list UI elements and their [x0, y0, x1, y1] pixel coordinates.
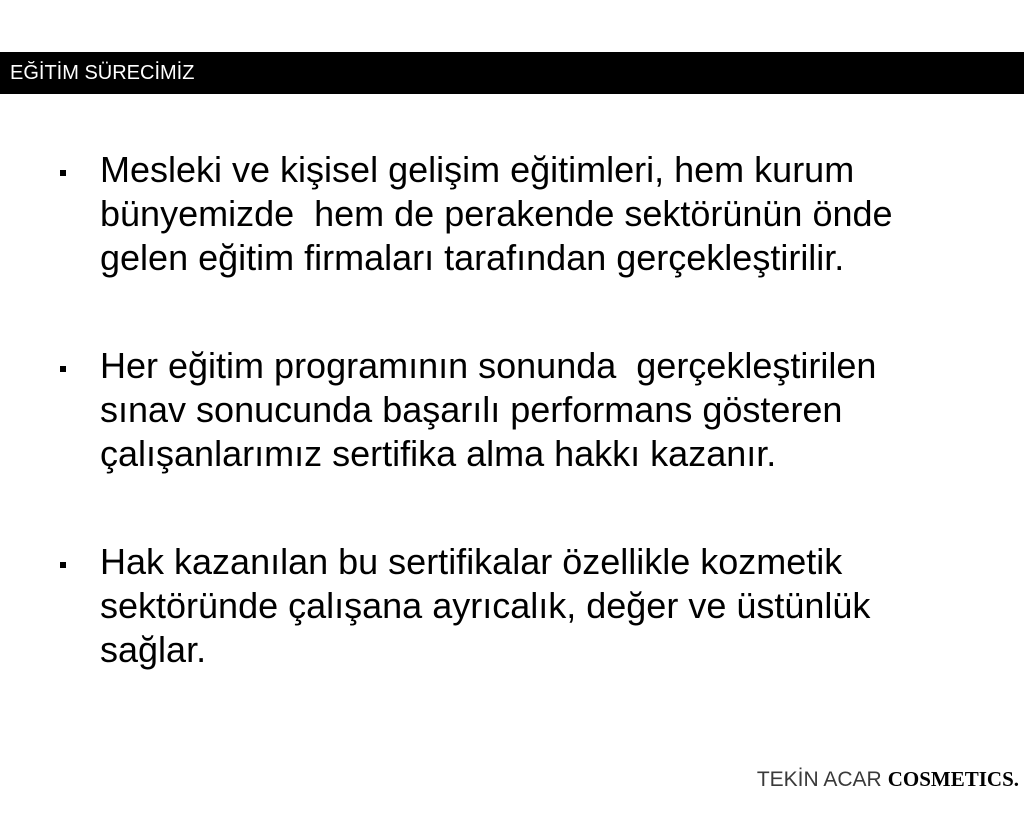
logo-brand-text: COSMETICS.: [887, 767, 1019, 791]
bullet-text-line: Mesleki ve kişisel gelişim eğitimleri, hem kurum: [100, 149, 855, 190]
bullet-list: [0, 148, 1024, 736]
slide-title: EĞİTİM SÜRECİMİZ: [10, 62, 195, 84]
bullet-text-line: Hak kazanılan bu sertifikalar özellikle kozmetik: [100, 541, 843, 582]
bullet-text-line: sağlar.: [100, 629, 207, 670]
square-bullet-icon: [60, 562, 66, 568]
bullet-item: [0, 540, 1024, 672]
bullet-text-line: sektöründe çalışana ayrıcalık, değer ve üstünlük: [100, 585, 871, 626]
title-bar: [0, 52, 1024, 94]
square-bullet-icon: [60, 170, 66, 176]
bullet-text-line: Her eğitim programının sonunda gerçekleştirilen: [100, 345, 877, 386]
bullet-text-line: bünyemizde hem de perakende sektörünün önde: [100, 193, 893, 234]
square-bullet-icon: [60, 366, 66, 372]
bullet-text-line: gelen eğitim firmaları tarafından gerçekleştirilir.: [100, 237, 845, 278]
bullet-text-line: çalışanlarımız sertifika alma hakkı kazanır.: [100, 433, 777, 474]
bullet-item: [0, 148, 1024, 280]
logo-name-text: TEKİN ACAR: [756, 768, 882, 791]
bullet-text-line: sınav sonucunda başarılı performans gösteren: [100, 389, 843, 430]
bullet-item: [0, 344, 1024, 476]
brand-logo: [739, 740, 1019, 791]
